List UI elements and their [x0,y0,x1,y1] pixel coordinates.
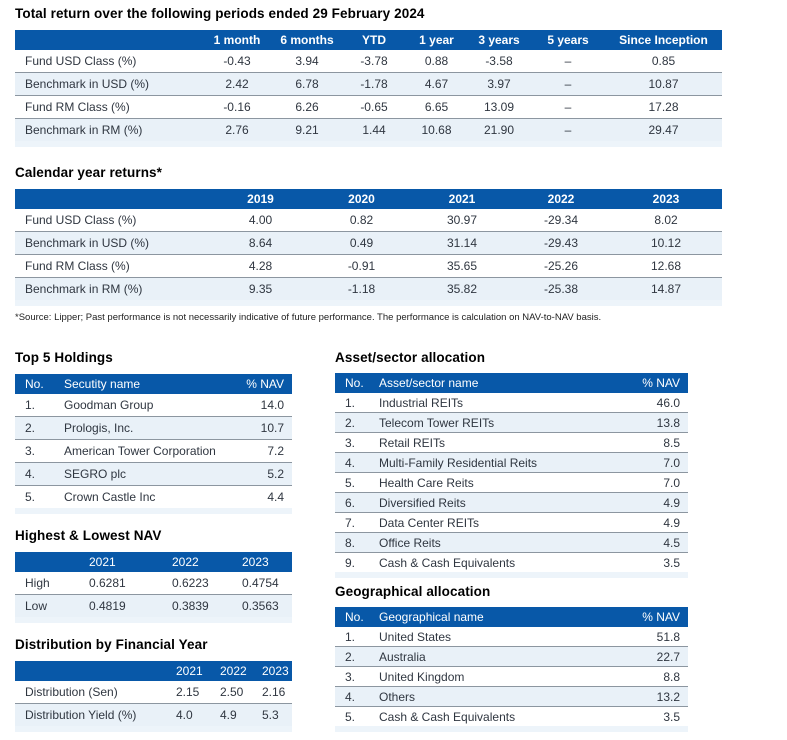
table-cell: 0.88 [424,54,449,68]
table-row [15,417,292,440]
table-cell: 7.0 [628,473,688,493]
table-cell: 7. [335,513,375,533]
header-row [335,373,688,393]
table-cell: Office Reits [375,533,628,553]
table-cell: 10.87 [605,73,722,96]
table-cell: 2.15 [176,685,200,699]
table-cell: 8. [335,533,375,553]
column-header: 2021 [412,189,512,209]
table-cell: 22.7 [628,647,688,667]
total-return-table [15,30,722,147]
table-cell: High [25,576,50,590]
table-cell: 0.3563 [238,595,292,621]
table-cell: 2.76 [202,119,272,145]
column-header: Since Inception [605,30,722,50]
table-cell: 2. [335,413,375,433]
table-cell: Benchmark in USD (%) [15,73,202,96]
table-row [335,433,688,453]
table-cell: 6.26 [272,96,342,119]
table-cell: 31.14 [412,232,512,255]
table-cell: 12.68 [610,255,722,278]
table-cell: 4.4 [230,486,292,512]
total-return-body [15,50,722,144]
table-cell: 2.42 [202,73,272,96]
table-cell: Health Care Reits [375,473,628,493]
table-cell: 4. [15,463,60,486]
table-cell: 3.94 [295,54,319,68]
table-cell: -3.78 [360,54,388,68]
table-cell: 5. [15,486,60,512]
table-row [15,595,292,621]
table-cell: -0.16 [202,96,272,119]
distribution-title: Distribution by Financial Year [15,637,208,652]
table-row [15,572,292,595]
table-row [335,687,688,707]
table-cell: 9.35 [210,278,311,304]
table-cell: 8.5 [628,433,688,453]
distribution-table [15,661,292,732]
table-row [335,513,688,533]
table-cell: -25.26 [512,255,610,278]
table-cell: 1.44 [342,119,406,145]
column-header: Asset/sector name [375,373,628,393]
right-column [335,350,688,732]
table-cell: 17.28 [605,96,722,119]
table-cell: Crown Castle Inc [60,486,230,512]
header-row [15,374,292,394]
table-cell: 4.9 [628,513,688,533]
table-cell: 6.65 [406,96,467,119]
table-cell: 5. [335,473,375,493]
footnote: *Source: Lipper; Past performance is not necessarily indicative of future performance. The performance is calculation on NAV-to-NAV basis. [15,312,602,323]
table-cell: 7.0 [628,453,688,473]
header-row [15,552,292,572]
table-cell: -0.65 [342,96,406,119]
table-cell: 7.2 [230,440,292,463]
table-row [335,473,688,493]
table-row [335,647,688,667]
table-row [15,704,292,730]
column-header: 2022 [216,661,258,681]
table-cell: Industrial REITs [379,395,464,410]
table-cell: 3. [15,440,60,463]
table-cell: 4.00 [248,213,273,227]
table-cell: Multi-Family Residential Reits [375,453,628,473]
column-header: 2022 [512,189,610,209]
table-cell: 5.2 [230,463,292,486]
table-cell: 21.90 [467,119,531,145]
table-cell: United States [379,629,452,644]
total-return-title: Total return over the following periods ended 29 February 2024 [15,6,425,21]
table-row [335,627,688,647]
table-cell: 30.97 [446,213,478,227]
high-low-nav-body [15,572,292,620]
table-cell: Low [15,595,85,621]
top-holdings-table [15,374,292,514]
column-header: 2021 [85,552,168,572]
column-header: No. [15,374,60,394]
table-cell: 4. [335,453,375,473]
column-header: YTD [342,30,406,50]
asset-allocation-table [335,373,688,578]
column-header: Secutity name [60,374,230,394]
table-cell: 5.3 [258,704,292,730]
table-cell: 0.6281 [89,576,126,590]
table-row [335,667,688,687]
table-row [335,393,688,413]
table-cell: 2. [335,647,375,667]
table-cell: 1. [345,629,356,644]
column-header: 2023 [238,552,292,572]
table-row [335,553,688,576]
table-row [335,533,688,553]
table-row [15,463,292,486]
table-cell: Prologis, Inc. [60,417,230,440]
column-header: 1 month [202,30,272,50]
table-cell: 2. [15,417,60,440]
table-cell: 46.0 [656,395,680,410]
table-cell: -0.91 [311,255,412,278]
table-cell: 0.85 [651,54,676,68]
table-cell: 4.0 [172,704,216,730]
table-cell: 6. [335,493,375,513]
table-cell: 0.4819 [85,595,168,621]
table-row [335,707,688,730]
distribution-body [15,681,292,729]
table-cell: Retail REITs [375,433,628,453]
header-row [15,189,722,209]
table-cell: Telecom Tower REITs [375,413,628,433]
left-column [15,350,292,732]
table-row [15,73,722,96]
table-cell: 0.82 [349,213,374,227]
table-cell: 2.50 [220,685,244,699]
table-cell: 3. [335,433,375,453]
table-row [15,96,722,119]
column-header: 2023 [258,661,292,681]
column-header: Geographical name [375,607,628,627]
table-cell: -29.43 [512,232,610,255]
asset-allocation-title: Asset/sector allocation [335,350,486,365]
table-row [335,493,688,513]
table-cell: 10.12 [610,232,722,255]
table-cell: Goodman Group [64,398,154,412]
table-cell: Australia [375,647,628,667]
column-header: 1 year [406,30,467,50]
table-cell: 8.8 [628,667,688,687]
column-header: 3 years [467,30,531,50]
top-holdings-title: Top 5 Holdings [15,350,113,365]
table-cell: 0.4754 [242,576,279,590]
table-cell: 9. [335,553,375,576]
table-cell: 3.5 [628,707,688,730]
table-cell: 0.6223 [172,576,209,590]
asset-allocation-body [335,393,688,575]
geo-allocation-table [335,607,688,732]
table-cell: 13.2 [628,687,688,707]
table-cell: 6.78 [272,73,342,96]
column-header: No. [335,607,375,627]
table-cell: – [564,54,572,68]
geo-allocation-body [335,627,688,729]
calendar-returns-title: Calendar year returns* [15,165,163,180]
table-cell: 14.0 [260,398,284,412]
table-cell: -0.43 [223,54,251,68]
table-cell: Data Center REITs [375,513,628,533]
column-header [15,189,210,209]
table-cell: United Kingdom [375,667,628,687]
table-row [15,486,292,512]
column-header: 2020 [311,189,412,209]
table-row [15,50,722,73]
table-cell: 8.02 [654,213,678,227]
table-cell: Distribution (Sen) [25,685,118,699]
table-row [15,278,722,304]
column-header: % NAV [628,607,688,627]
table-cell: Cash & Cash Equivalents [375,553,628,576]
column-header: No. [335,373,375,393]
table-row [15,440,292,463]
column-header: 2023 [610,189,722,209]
calendar-returns-body [15,209,722,303]
table-cell: Benchmark in USD (%) [15,232,210,255]
table-cell: -25.38 [512,278,610,304]
column-header: 2022 [168,552,238,572]
table-cell: 5. [335,707,375,730]
table-cell: 35.82 [412,278,512,304]
table-cell: 35.65 [412,255,512,278]
table-cell: 1. [25,398,36,412]
geo-allocation-title: Geographical allocation [335,584,491,599]
table-cell: 4. [335,687,375,707]
header-row [15,661,292,681]
table-row [15,255,722,278]
table-row [335,453,688,473]
header-row [335,607,688,627]
column-header: 5 years [531,30,605,50]
table-cell: -29.34 [543,213,579,227]
table-cell: SEGRO plc [60,463,230,486]
table-cell: 8.64 [210,232,311,255]
high-low-nav-table [15,552,292,623]
table-cell: Fund USD Class (%) [25,54,137,68]
table-row [15,394,292,417]
table-cell: – [531,96,605,119]
calendar-returns-table [15,189,722,306]
table-cell: 4.28 [210,255,311,278]
table-cell: Others [375,687,628,707]
column-header: 2021 [172,661,216,681]
table-cell: Fund RM Class (%) [15,255,210,278]
column-header: % NAV [230,374,292,394]
table-cell: 2.16 [262,685,286,699]
table-row [335,413,688,433]
table-row [15,119,722,145]
table-cell: 1. [345,395,356,410]
table-cell: Fund RM Class (%) [15,96,202,119]
header-row [15,30,722,50]
table-cell: 4.5 [628,533,688,553]
table-cell: 4.9 [216,704,258,730]
column-header: % NAV [628,373,688,393]
table-row [15,681,292,704]
table-cell: Benchmark in RM (%) [15,119,202,145]
column-header: 6 months [272,30,342,50]
table-cell: -1.78 [342,73,406,96]
table-cell: 10.7 [230,417,292,440]
column-header [15,661,172,681]
table-cell: 9.21 [272,119,342,145]
table-cell: 29.47 [605,119,722,145]
column-header [15,552,85,572]
table-cell: -3.58 [485,54,513,68]
table-cell: Cash & Cash Equivalents [375,707,628,730]
column-header: 2019 [210,189,311,209]
table-cell: 14.87 [610,278,722,304]
table-cell: Benchmark in RM (%) [15,278,210,304]
bottom-columns [15,350,772,732]
table-cell: – [531,119,605,145]
table-cell: 3. [335,667,375,687]
table-cell: 4.9 [628,493,688,513]
table-cell: 10.68 [406,119,467,145]
top-holdings-body [15,394,292,511]
table-cell: Fund USD Class (%) [25,213,137,227]
table-row [15,209,722,232]
table-cell: 0.49 [311,232,412,255]
table-cell: 3.5 [628,553,688,576]
table-cell: -1.18 [311,278,412,304]
table-cell: – [531,73,605,96]
table-cell: Diversified Reits [375,493,628,513]
table-cell: 0.3839 [168,595,238,621]
table-cell: American Tower Corporation [60,440,230,463]
table-cell: 13.8 [628,413,688,433]
table-cell: 51.8 [656,629,680,644]
table-cell: 4.67 [406,73,467,96]
table-cell: 3.97 [467,73,531,96]
table-row [15,232,722,255]
high-low-nav-title: Highest & Lowest NAV [15,528,162,543]
table-cell: Distribution Yield (%) [15,704,172,730]
table-cell: 13.09 [467,96,531,119]
column-header [15,30,202,50]
